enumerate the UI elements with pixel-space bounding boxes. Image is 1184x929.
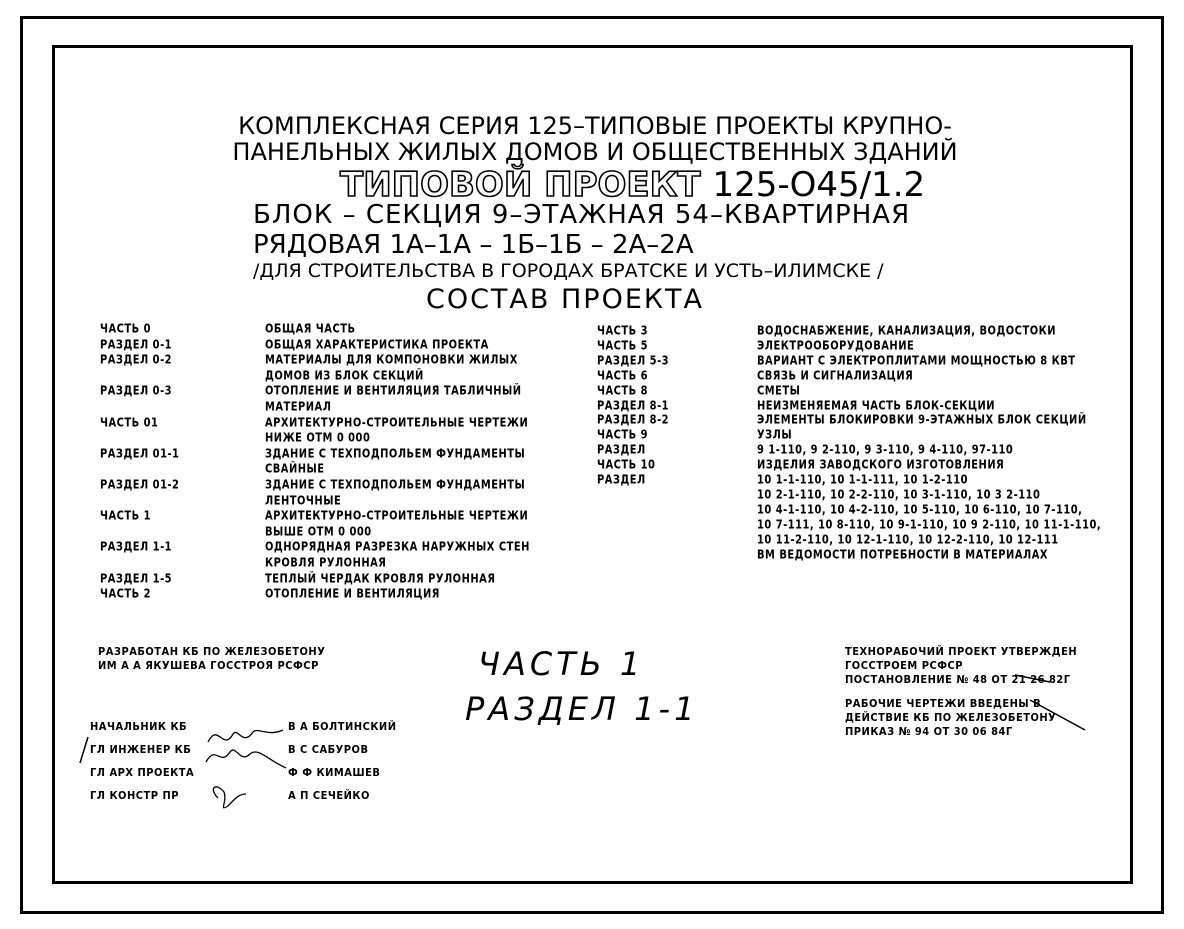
left_list-label: РАЗДЕЛ 01-2 (100, 476, 180, 492)
left_list-text: МАТЕРИАЛЫ ДЛЯ КОМПОНОВКИ ЖИЛЫХ (265, 352, 518, 367)
left_list-text: ОТОПЛЕНИЕ И ВЕНТИЛЯЦИЯ (265, 586, 440, 601)
title-line-4: БЛОК – СЕКЦИЯ 9–ЭТАЖНАЯ 54–КВАРТИРНАЯ (253, 200, 911, 230)
right_list-label: РАЗДЕЛ 8-1 (597, 397, 670, 413)
approval-line-2: ГОССТРОЕМ РСФСР (845, 659, 964, 672)
right_list-label: ЧАСТЬ 5 (597, 337, 649, 353)
right_list-text: ВМ ВЕДОМОСТИ ПОТРЕБНОСТИ В МАТЕРИАЛАХ (757, 546, 1049, 562)
signature-name: В С САБУРОВ (288, 743, 369, 756)
left_list-label: РАЗДЕЛ 1-1 (100, 539, 173, 555)
right_list-label: ЧАСТЬ 9 (597, 427, 649, 443)
left_list-text: ОБЩАЯ ЧАСТЬ (265, 320, 356, 336)
left_list-label: ЧАСТЬ 2 (100, 586, 152, 601)
approval-line-3: ПОСТАНОВЛЕНИЕ № 48 ОТ 21 26 82Г (845, 673, 1071, 686)
left_list-text: ОБЩАЯ ХАРАКТЕРИСТИКА ПРОЕКТА (265, 336, 489, 352)
left_list-text: ДОМОВ ИЗ БЛОК СЕКЦИЙ (265, 367, 424, 383)
left_list-label: РАЗДЕЛ 0-3 (100, 383, 173, 399)
right_list-text: 10 4-1-110, 10 4-2-110, 10 5-110, 10 6-110, 10 7-110, (757, 501, 1083, 517)
right_list-text: ЭЛЕМЕНТЫ БЛОКИРОВКИ 9-ЭТАЖНЫХ БЛОК СЕКЦИЙ (757, 412, 1087, 428)
right_list-text: СМЕТЫ (757, 382, 801, 398)
right_list-text: ЭЛЕКТРООБОРУДОВАНИЕ (757, 337, 915, 353)
right_list-text: ВОДОСНАБЖЕНИЕ, КАНАЛИЗАЦИЯ, ВОДОСТОКИ (757, 322, 1056, 338)
handwritten-signatures (198, 722, 288, 817)
right_list-text: СВЯЗЬ И СИГНАЛИЗАЦИЯ (757, 367, 914, 383)
left_list-label: РАЗДЕЛ 0-1 (100, 336, 173, 352)
right_list-label: ЧАСТЬ 6 (597, 367, 649, 383)
section-heading: СОСТАВ ПРОЕКТА (425, 284, 705, 315)
approval-strike-mark (1010, 670, 1090, 740)
left_list-label: ЧАСТЬ 0 (100, 320, 152, 336)
left_list-text: ЗДАНИЕ С ТЕХПОДПОЛЬЕМ ФУНДАМЕНТЫ (265, 445, 526, 461)
right_list-label: ЧАСТЬ 10 (597, 456, 656, 472)
part-label: ЧАСТЬ 1 (478, 645, 645, 683)
title-line-2: ПАНЕЛЬНЫХ ЖИЛЫХ ДОМОВ И ОБЩЕСТВЕННЫХ ЗДАНИЙ (232, 138, 958, 166)
right_list-label: РАЗДЕЛ 5-3 (597, 352, 670, 368)
left_list-text: НИЖЕ ОТМ 0 000 (265, 430, 371, 445)
left_list-text: КРОВЛЯ РУЛОННАЯ (265, 554, 387, 570)
signature-name: А П СЕЧЕЙКО (288, 789, 370, 802)
left_list-text: ЗДАНИЕ С ТЕХПОДПОЛЬЕМ ФУНДАМЕНТЫ (265, 476, 526, 492)
right_list-label: ЧАСТЬ 3 (597, 322, 649, 338)
signature-name: В А БОЛТИНСКИЙ (288, 720, 397, 733)
signature-role: ГЛ ИНЖЕНЕР КБ (90, 743, 192, 756)
left_list-text: ОТОПЛЕНИЕ И ВЕНТИЛЯЦИЯ ТАБЛИЧНЫЙ (265, 383, 522, 399)
left_list-label: ЧАСТЬ 1 (100, 508, 152, 523)
left_list-text: МАТЕРИАЛ (265, 398, 332, 414)
title-line-5: РЯДОВАЯ 1А–1А – 1Б–1Б – 2А–2А (253, 230, 694, 260)
section-label: РАЗДЕЛ 1-1 (465, 690, 699, 728)
left_list-label: РАЗДЕЛ 1-5 (100, 570, 173, 586)
title-line-1: КОМПЛЕКСНАЯ СЕРИЯ 125–ТИПОВЫЕ ПРОЕКТЫ КРУПНО- (238, 112, 952, 140)
left_list-label: РАЗДЕЛ 01-1 (100, 445, 180, 461)
project-number: 125-О45/1.2 (712, 165, 926, 205)
signature-role: ГЛ АРХ ПРОЕКТА (90, 766, 195, 779)
left_list-text: ВЫШЕ ОТМ 0 000 (265, 523, 372, 539)
developer-line-1: РАЗРАБОТАН КБ ПО ЖЕЛЕЗОБЕТОНУ (98, 645, 326, 658)
left_list-text: АРХИТЕКТУРНО-СТРОИТЕЛЬНЫЕ ЧЕРТЕЖИ (265, 414, 529, 430)
project-label: ТИПОВОЙ ПРОЕКТ (340, 165, 701, 205)
left_list-label: ЧАСТЬ 01 (100, 414, 159, 430)
right_list-text: УЗЛЫ (757, 427, 793, 443)
right_list-text: 9 1-110, 9 2-110, 9 3-110, 9 4-110, 97-110 (757, 442, 1014, 457)
left_list-text: ТЕПЛЫЙ ЧЕРДАК КРОВЛЯ РУЛОННАЯ (265, 570, 496, 586)
approval-line-5: ДЕЙСТВИЕ КБ ПО ЖЕЛЕЗОБЕТОНУ (845, 711, 1057, 724)
approval-line-1: ТЕХНОРАБОЧИЙ ПРОЕКТ УТВЕРЖДЕН (845, 645, 1078, 658)
right_list-label: РАЗДЕЛ (597, 471, 646, 487)
title-line-3 (340, 165, 926, 205)
right_list-text: 10 1-1-110, 10 1-1-111, 10 1-2-110 (757, 471, 968, 487)
right_list-text: 10 7-111, 10 8-110, 10 9-1-110, 10 9 2-110, 10 11-1-110, (757, 516, 1102, 532)
right_list-label: РАЗДЕЛ (597, 442, 646, 457)
left_list-text: ОДНОРЯДНАЯ РАЗРЕЗКА НАРУЖНЫХ СТЕН (265, 539, 530, 555)
title-line-6: /ДЛЯ СТРОИТЕЛЬСТВА В ГОРОДАХ БРАТСКЕ И УСТЬ–ИЛИМСКЕ / (253, 260, 884, 282)
right_list-text: НЕИЗМЕНЯЕМАЯ ЧАСТЬ БЛОК-СЕКЦИИ (757, 397, 996, 413)
signature-name: Ф Ф КИМАШЕВ (288, 766, 381, 779)
right_list-label: ЧАСТЬ 8 (597, 382, 649, 398)
approval-line-4: РАБОЧИЕ ЧЕРТЕЖИ ВВЕДЕНЫ В (845, 697, 1042, 710)
left_list-text: СВАЙНЫЕ (265, 461, 325, 477)
developer-line-2: ИМ А А ЯКУШЕВА ГОССТРОЯ РСФСР (98, 659, 319, 672)
signature-role: НАЧАЛЬНИК КБ (90, 720, 188, 733)
slash-mark (78, 735, 90, 765)
right_list-label: РАЗДЕЛ 8-2 (597, 412, 670, 428)
right_list-text: 10 2-1-110, 10 2-2-110, 10 3-1-110, 10 3 2-110 (757, 486, 1041, 502)
right_list-text: ВАРИАНТ С ЭЛЕКТРОПЛИТАМИ МОЩНОСТЬЮ 8 КВТ (757, 352, 1076, 368)
left_list-label: РАЗДЕЛ 0-2 (100, 352, 173, 367)
right_list-text: 10 11-2-110, 10 12-1-110, 10 12-2-110, 10 12-111 (757, 531, 1059, 547)
approval-line-6: ПРИКАЗ № 94 ОТ 30 06 84Г (845, 725, 1013, 738)
signature-role: ГЛ КОНСТР ПР (90, 789, 179, 802)
left_list-text: ЛЕНТОЧНЫЕ (265, 492, 342, 508)
left_list-text: АРХИТЕКТУРНО-СТРОИТЕЛЬНЫЕ ЧЕРТЕЖИ (265, 508, 529, 523)
right_list-text: ИЗДЕЛИЯ ЗАВОДСКОГО ИЗГОТОВЛЕНИЯ (757, 456, 1005, 472)
